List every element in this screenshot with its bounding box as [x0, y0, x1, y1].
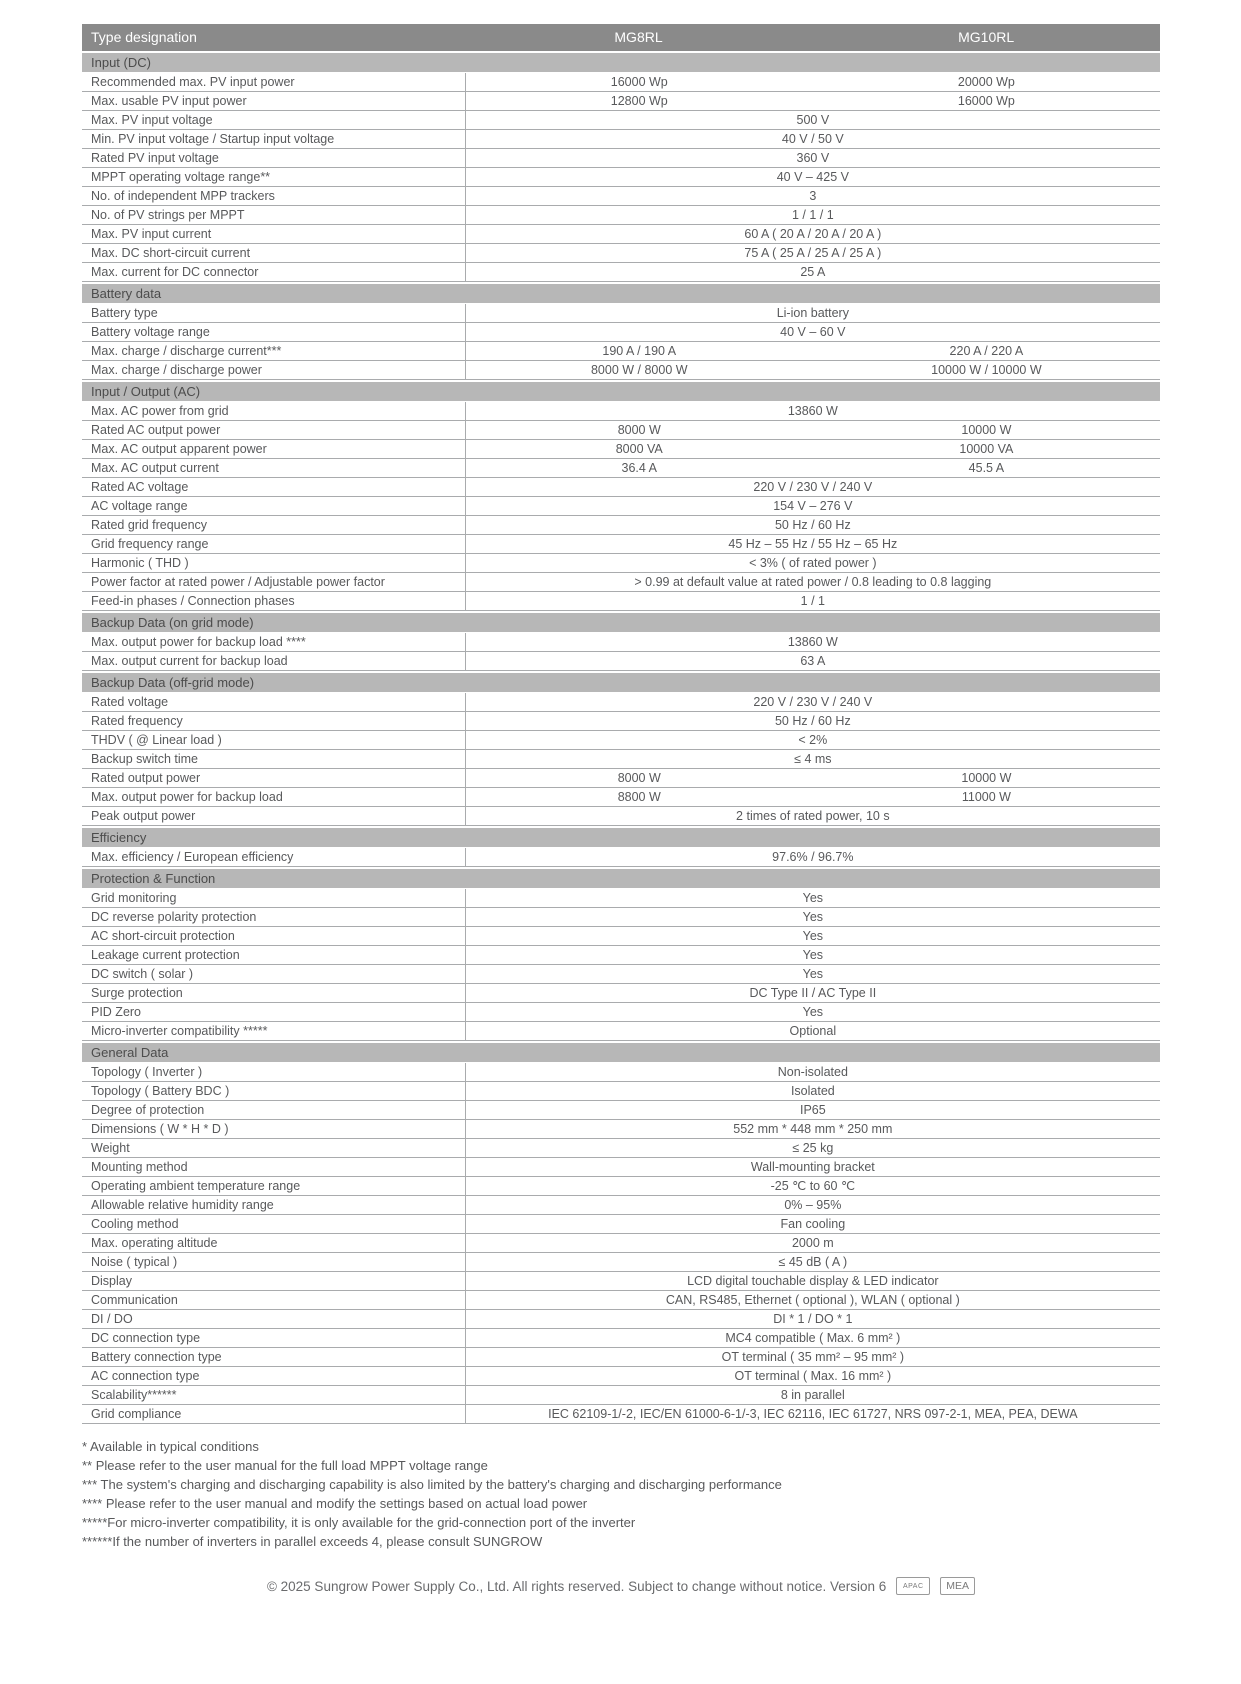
spec-values: [465, 1101, 1160, 1119]
spec-label: Surge protection: [91, 986, 183, 1000]
spec-values: [465, 1139, 1160, 1157]
spec-value: 154 V – 276 V: [773, 499, 853, 513]
spec-label: Display: [91, 1274, 132, 1288]
spec-value: 40 V / 50 V: [781, 132, 844, 146]
spec-values: [465, 1158, 1160, 1176]
header-model-mg8rl: MG8RL: [614, 29, 663, 45]
copyright-text: © 2025 Sungrow Power Supply Co., Ltd. All rights reserved. Subject to change without notice. Version 6: [266, 1578, 887, 1594]
footnote-line: *** The system's charging and discharging capability is also limited by the battery's charging and discharging performance: [82, 1477, 782, 1492]
spec-value: Li-ion battery: [776, 306, 849, 320]
spec-values: [465, 304, 1160, 322]
spec-label: DI / DO: [91, 1312, 133, 1326]
spec-label: Max. AC output current: [91, 461, 219, 475]
spec-value: Yes: [802, 967, 824, 981]
spec-label: Degree of protection: [91, 1103, 205, 1117]
spec-row: [82, 1063, 1160, 1082]
spec-label: Grid compliance: [91, 1407, 182, 1421]
spec-values: [465, 908, 1160, 926]
footnote-line: ** Please refer to the user manual for the full load MPPT voltage range: [82, 1458, 488, 1473]
spec-values: [465, 927, 1160, 945]
spec-label: Rated voltage: [91, 695, 169, 709]
spec-values: [465, 1003, 1160, 1021]
spec-values: [465, 1234, 1160, 1252]
spec-values: [465, 111, 1160, 129]
spec-value: 60 A ( 20 A / 20 A / 20 A ): [744, 227, 882, 241]
spec-row: [82, 633, 1160, 652]
footnotes: [82, 1437, 1160, 1551]
footnote-line: * Available in typical conditions: [82, 1439, 259, 1454]
spec-value: 8000 W: [617, 423, 661, 437]
spec-row: [82, 421, 1160, 440]
section-header: Battery data: [82, 284, 1160, 303]
spec-table: [82, 24, 1160, 1424]
spec-value: OT terminal ( Max. 16 mm² ): [734, 1369, 892, 1383]
spec-row: [82, 652, 1160, 671]
spec-row: [82, 1082, 1160, 1101]
spec-value: 97.6% / 96.7%: [772, 850, 854, 864]
section-header: Input (DC): [82, 53, 1160, 72]
spec-value: 10000 VA: [959, 442, 1014, 456]
spec-values: [465, 1196, 1160, 1214]
spec-row: [82, 263, 1160, 282]
spec-row: [82, 168, 1160, 187]
spec-values: [465, 788, 1160, 806]
spec-value: 45 Hz – 55 Hz / 55 Hz – 65 Hz: [728, 537, 898, 551]
spec-row: [82, 1310, 1160, 1329]
spec-label: Max. charge / discharge power: [91, 363, 262, 377]
spec-values: [465, 149, 1160, 167]
spec-value: 190 A / 190 A: [602, 344, 677, 358]
spec-row: [82, 1405, 1160, 1424]
spec-label: Max. current for DC connector: [91, 265, 259, 279]
spec-value: 10000 W: [961, 771, 1012, 785]
spec-values: [465, 633, 1160, 651]
table-body: [82, 53, 1160, 1424]
spec-value: Non-isolated: [777, 1065, 848, 1079]
spec-values: [465, 693, 1160, 711]
spec-value: 16000 Wp: [610, 75, 668, 89]
spec-row: [82, 1386, 1160, 1405]
spec-row: [82, 304, 1160, 323]
spec-label: Battery connection type: [91, 1350, 222, 1364]
spec-row: [82, 244, 1160, 263]
spec-label: Cooling method: [91, 1217, 179, 1231]
spec-row: [82, 206, 1160, 225]
spec-value: < 3% ( of rated power ): [749, 556, 877, 570]
spec-row: [82, 187, 1160, 206]
spec-values: [465, 946, 1160, 964]
spec-values: [465, 1120, 1160, 1138]
spec-value: 552 mm * 448 mm * 250 mm: [733, 1122, 893, 1136]
spec-row: [82, 1139, 1160, 1158]
spec-value: 8000 W: [617, 771, 661, 785]
spec-row: [82, 73, 1160, 92]
spec-values: [465, 1063, 1160, 1081]
section-header: Backup Data (on grid mode): [82, 613, 1160, 632]
spec-row: [82, 130, 1160, 149]
spec-value: 8000 VA: [615, 442, 663, 456]
spec-values: [465, 1367, 1160, 1385]
spec-row: [82, 750, 1160, 769]
spec-row: [82, 1253, 1160, 1272]
spec-value: Isolated: [790, 1084, 835, 1098]
section-header: Protection & Function: [82, 869, 1160, 888]
section-header: Backup Data (off-grid mode): [82, 673, 1160, 692]
spec-label: Max. charge / discharge current***: [91, 344, 282, 358]
spec-label: DC reverse polarity protection: [91, 910, 257, 924]
spec-label: Mounting method: [91, 1160, 188, 1174]
spec-values: [465, 516, 1160, 534]
apac-badge: APAC: [896, 1577, 930, 1595]
spec-row: [82, 225, 1160, 244]
spec-value: Wall-mounting bracket: [750, 1160, 875, 1174]
spec-values: [465, 1177, 1160, 1195]
spec-row: [82, 807, 1160, 826]
spec-label: Max. PV input voltage: [91, 113, 213, 127]
spec-row: [82, 592, 1160, 611]
spec-value: -25 ℃ to 60 ℃: [770, 1179, 856, 1193]
spec-values: [465, 73, 1160, 91]
spec-row: [82, 769, 1160, 788]
spec-value: 25 A: [800, 265, 826, 279]
spec-values: [465, 592, 1160, 610]
spec-row: [82, 535, 1160, 554]
spec-value: DC Type II / AC Type II: [749, 986, 877, 1000]
spec-row: [82, 478, 1160, 497]
spec-values: [465, 1386, 1160, 1404]
spec-label: MPPT operating voltage range**: [91, 170, 271, 184]
spec-values: [465, 889, 1160, 907]
spec-values: [465, 225, 1160, 243]
spec-label: Leakage current protection: [91, 948, 240, 962]
spec-values: [465, 965, 1160, 983]
spec-label: Backup switch time: [91, 752, 198, 766]
page-footer: [82, 1577, 1160, 1595]
spec-label: No. of PV strings per MPPT: [91, 208, 245, 222]
spec-value: 8800 W: [617, 790, 661, 804]
spec-row: [82, 1003, 1160, 1022]
spec-value: 220 V / 230 V / 240 V: [753, 695, 873, 709]
spec-value: ≤ 25 kg: [792, 1141, 834, 1155]
spec-value: MC4 compatible ( Max. 6 mm² ): [725, 1331, 901, 1345]
mea-badge: MEA: [940, 1577, 975, 1595]
spec-value: 40 V – 425 V: [776, 170, 849, 184]
section-header: General Data: [82, 1043, 1160, 1062]
spec-value: > 0.99 at default value at rated power / 0.8 leading to 0.8 lagging: [634, 575, 992, 589]
spec-label: Harmonic ( THD ): [91, 556, 189, 570]
spec-label: AC short-circuit protection: [91, 929, 235, 943]
spec-value: 75 A ( 25 A / 25 A / 25 A ): [744, 246, 882, 260]
spec-label: Rated AC output power: [91, 423, 221, 437]
spec-value: 10000 W: [961, 423, 1012, 437]
spec-value: 63 A: [800, 654, 826, 668]
spec-value: 0% – 95%: [784, 1198, 842, 1212]
spec-row: [82, 149, 1160, 168]
spec-value: 360 V: [796, 151, 830, 165]
spec-value: 16000 Wp: [957, 94, 1015, 108]
spec-values: [465, 440, 1160, 458]
spec-values: [465, 807, 1160, 825]
spec-value: 1 / 1: [800, 594, 825, 608]
spec-values: [465, 497, 1160, 515]
spec-value: Yes: [802, 929, 824, 943]
spec-label: Battery voltage range: [91, 325, 210, 339]
spec-value: 220 A / 220 A: [949, 344, 1024, 358]
spec-label: Allowable relative humidity range: [91, 1198, 274, 1212]
spec-value: LCD digital touchable display & LED indicator: [687, 1274, 939, 1288]
spec-row: [82, 946, 1160, 965]
spec-label: Grid frequency range: [91, 537, 209, 551]
spec-row: [82, 1234, 1160, 1253]
section-header: Efficiency: [82, 828, 1160, 847]
spec-label: Scalability******: [91, 1388, 177, 1402]
spec-value: ≤ 45 dB ( A ): [778, 1255, 848, 1269]
spec-label: Micro-inverter compatibility *****: [91, 1024, 268, 1038]
spec-row: [82, 554, 1160, 573]
spec-value: 50 Hz / 60 Hz: [774, 714, 851, 728]
spec-value: 36.4 A: [621, 461, 657, 475]
spec-label: Dimensions ( W * H * D ): [91, 1122, 229, 1136]
spec-values: [465, 459, 1160, 477]
spec-value: 2 times of rated power, 10 s: [736, 809, 890, 823]
spec-label: DC switch ( solar ): [91, 967, 194, 981]
spec-row: [82, 693, 1160, 712]
spec-row: [82, 516, 1160, 535]
spec-row: [82, 342, 1160, 361]
spec-values: [465, 1291, 1160, 1309]
spec-values: [465, 1272, 1160, 1290]
spec-label: Rated frequency: [91, 714, 183, 728]
spec-row: [82, 1120, 1160, 1139]
spec-row: [82, 788, 1160, 807]
spec-values: [465, 244, 1160, 262]
spec-values: [465, 263, 1160, 281]
spec-label: Rated AC voltage: [91, 480, 189, 494]
spec-value: Yes: [802, 891, 824, 905]
spec-label: DC connection type: [91, 1331, 201, 1345]
spec-value: 500 V: [796, 113, 830, 127]
spec-value: 40 V – 60 V: [780, 325, 846, 339]
spec-label: Battery type: [91, 306, 158, 320]
spec-value: Yes: [802, 910, 824, 924]
spec-label: Topology ( Battery BDC ): [91, 1084, 230, 1098]
spec-label: Operating ambient temperature range: [91, 1179, 301, 1193]
spec-values: [465, 361, 1160, 379]
spec-values: [465, 750, 1160, 768]
spec-values: [465, 712, 1160, 730]
spec-label: Max. output power for backup load ****: [91, 635, 306, 649]
spec-values: [465, 1329, 1160, 1347]
spec-value: Yes: [802, 948, 824, 962]
footnote-line: ******If the number of inverters in parallel exceeds 4, please consult SUNGROW: [82, 1534, 543, 1549]
spec-values: [465, 187, 1160, 205]
spec-values: [465, 535, 1160, 553]
spec-row: [82, 92, 1160, 111]
spec-values: [465, 478, 1160, 496]
spec-values: [465, 421, 1160, 439]
spec-values: [465, 554, 1160, 572]
spec-value: 50 Hz / 60 Hz: [774, 518, 851, 532]
spec-values: [465, 402, 1160, 420]
spec-label: Max. output current for backup load: [91, 654, 288, 668]
spec-label: Rated output power: [91, 771, 201, 785]
footnote-line: *****For micro-inverter compatibility, it is only available for the grid-connection port of the inverter: [82, 1515, 636, 1530]
spec-values: [465, 1082, 1160, 1100]
spec-values: [465, 1348, 1160, 1366]
spec-label: AC voltage range: [91, 499, 188, 513]
spec-values: [465, 92, 1160, 110]
spec-label: Feed-in phases / Connection phases: [91, 594, 295, 608]
spec-label: Peak output power: [91, 809, 196, 823]
spec-values: [465, 769, 1160, 787]
section-header: Input / Output (AC): [82, 382, 1160, 401]
spec-label: AC connection type: [91, 1369, 200, 1383]
spec-row: [82, 1022, 1160, 1041]
spec-value: 45.5 A: [968, 461, 1005, 475]
spec-value: DI * 1 / DO * 1: [773, 1312, 853, 1326]
spec-values: [465, 652, 1160, 670]
spec-value: 3: [809, 189, 817, 203]
spec-label: Max. DC short-circuit current: [91, 246, 251, 260]
spec-label: Max. usable PV input power: [91, 94, 247, 108]
spec-label: Max. output power for backup load: [91, 790, 283, 804]
spec-value: Optional: [789, 1024, 837, 1038]
spec-row: [82, 1272, 1160, 1291]
spec-values: [465, 206, 1160, 224]
spec-value: 13860 W: [787, 404, 838, 418]
spec-row: [82, 440, 1160, 459]
spec-values: [465, 130, 1160, 148]
spec-label: No. of independent MPP trackers: [91, 189, 275, 203]
spec-label: Max. AC power from grid: [91, 404, 229, 418]
spec-value: 8 in parallel: [780, 1388, 845, 1402]
spec-values: [465, 342, 1160, 360]
spec-value: 12800 Wp: [610, 94, 668, 108]
spec-row: [82, 361, 1160, 380]
header-type-designation: Type designation: [91, 29, 197, 45]
spec-row: [82, 731, 1160, 750]
spec-row: [82, 984, 1160, 1003]
spec-row: [82, 1196, 1160, 1215]
spec-row: [82, 908, 1160, 927]
spec-row: [82, 1329, 1160, 1348]
spec-values: [465, 1215, 1160, 1233]
spec-values: [465, 168, 1160, 186]
spec-label: Power factor at rated power / Adjustable power factor: [91, 575, 385, 589]
spec-values: [465, 573, 1160, 591]
spec-label: PID Zero: [91, 1005, 142, 1019]
spec-value: < 2%: [798, 733, 828, 747]
spec-values: [465, 1310, 1160, 1328]
spec-row: [82, 1177, 1160, 1196]
spec-value: 220 V / 230 V / 240 V: [753, 480, 873, 494]
spec-value: 1 / 1 / 1: [791, 208, 834, 222]
spec-label: Max. operating altitude: [91, 1236, 218, 1250]
spec-row: [82, 889, 1160, 908]
spec-row: [82, 848, 1160, 867]
header-model-mg10rl: MG10RL: [958, 29, 1015, 45]
spec-values: [465, 323, 1160, 341]
spec-values: [465, 1253, 1160, 1271]
spec-row: [82, 111, 1160, 130]
spec-label: Weight: [91, 1141, 130, 1155]
spec-value: ≤ 4 ms: [794, 752, 832, 766]
spec-row: [82, 1158, 1160, 1177]
spec-value: 20000 Wp: [957, 75, 1015, 89]
spec-label: Max. efficiency / European efficiency: [91, 850, 294, 864]
spec-label: Min. PV input voltage / Startup input voltage: [91, 132, 335, 146]
spec-row: [82, 927, 1160, 946]
spec-value: 2000 m: [791, 1236, 834, 1250]
spec-values: [465, 848, 1160, 866]
spec-row: [82, 402, 1160, 421]
spec-row: [82, 573, 1160, 592]
spec-row: [82, 459, 1160, 478]
spec-label: Rated PV input voltage: [91, 151, 219, 165]
spec-label: Rated grid frequency: [91, 518, 208, 532]
spec-label: Grid monitoring: [91, 891, 177, 905]
spec-label: Max. AC output apparent power: [91, 442, 267, 456]
spec-label: Max. PV input current: [91, 227, 212, 241]
spec-value: Yes: [802, 1005, 824, 1019]
spec-value: IP65: [799, 1103, 826, 1117]
spec-value: Fan cooling: [780, 1217, 846, 1231]
spec-value: OT terminal ( 35 mm² – 95 mm² ): [721, 1350, 905, 1364]
spec-row: [82, 1291, 1160, 1310]
spec-label: Topology ( Inverter ): [91, 1065, 203, 1079]
spec-value: CAN, RS485, Ethernet ( optional ), WLAN ( optional ): [665, 1293, 960, 1307]
spec-label: THDV ( @ Linear load ): [91, 733, 222, 747]
footnote-line: **** Please refer to the user manual and modify the settings based on actual load power: [82, 1496, 588, 1511]
spec-value: 10000 W / 10000 W: [931, 363, 1042, 377]
spec-value: IEC 62109-1/-2, IEC/EN 61000-6-1/-3, IEC 62116, IEC 61727, NRS 097-2-1, MEA, PEA, DEWA: [548, 1407, 1078, 1421]
spec-label: Communication: [91, 1293, 178, 1307]
spec-row: [82, 1348, 1160, 1367]
spec-row: [82, 1215, 1160, 1234]
table-header-row: [82, 24, 1160, 51]
spec-row: [82, 1367, 1160, 1386]
spec-values: [465, 984, 1160, 1002]
spec-row: [82, 323, 1160, 342]
spec-values: [465, 1405, 1160, 1423]
spec-value: 8000 W / 8000 W: [590, 363, 688, 377]
spec-row: [82, 965, 1160, 984]
spec-label: Noise ( typical ): [91, 1255, 178, 1269]
spec-values: [465, 1022, 1160, 1040]
spec-value: 13860 W: [787, 635, 838, 649]
spec-label: Recommended max. PV input power: [91, 75, 295, 89]
spec-row: [82, 497, 1160, 516]
spec-row: [82, 712, 1160, 731]
spec-values: [465, 731, 1160, 749]
spec-value: 11000 W: [961, 790, 1011, 804]
spec-row: [82, 1101, 1160, 1120]
